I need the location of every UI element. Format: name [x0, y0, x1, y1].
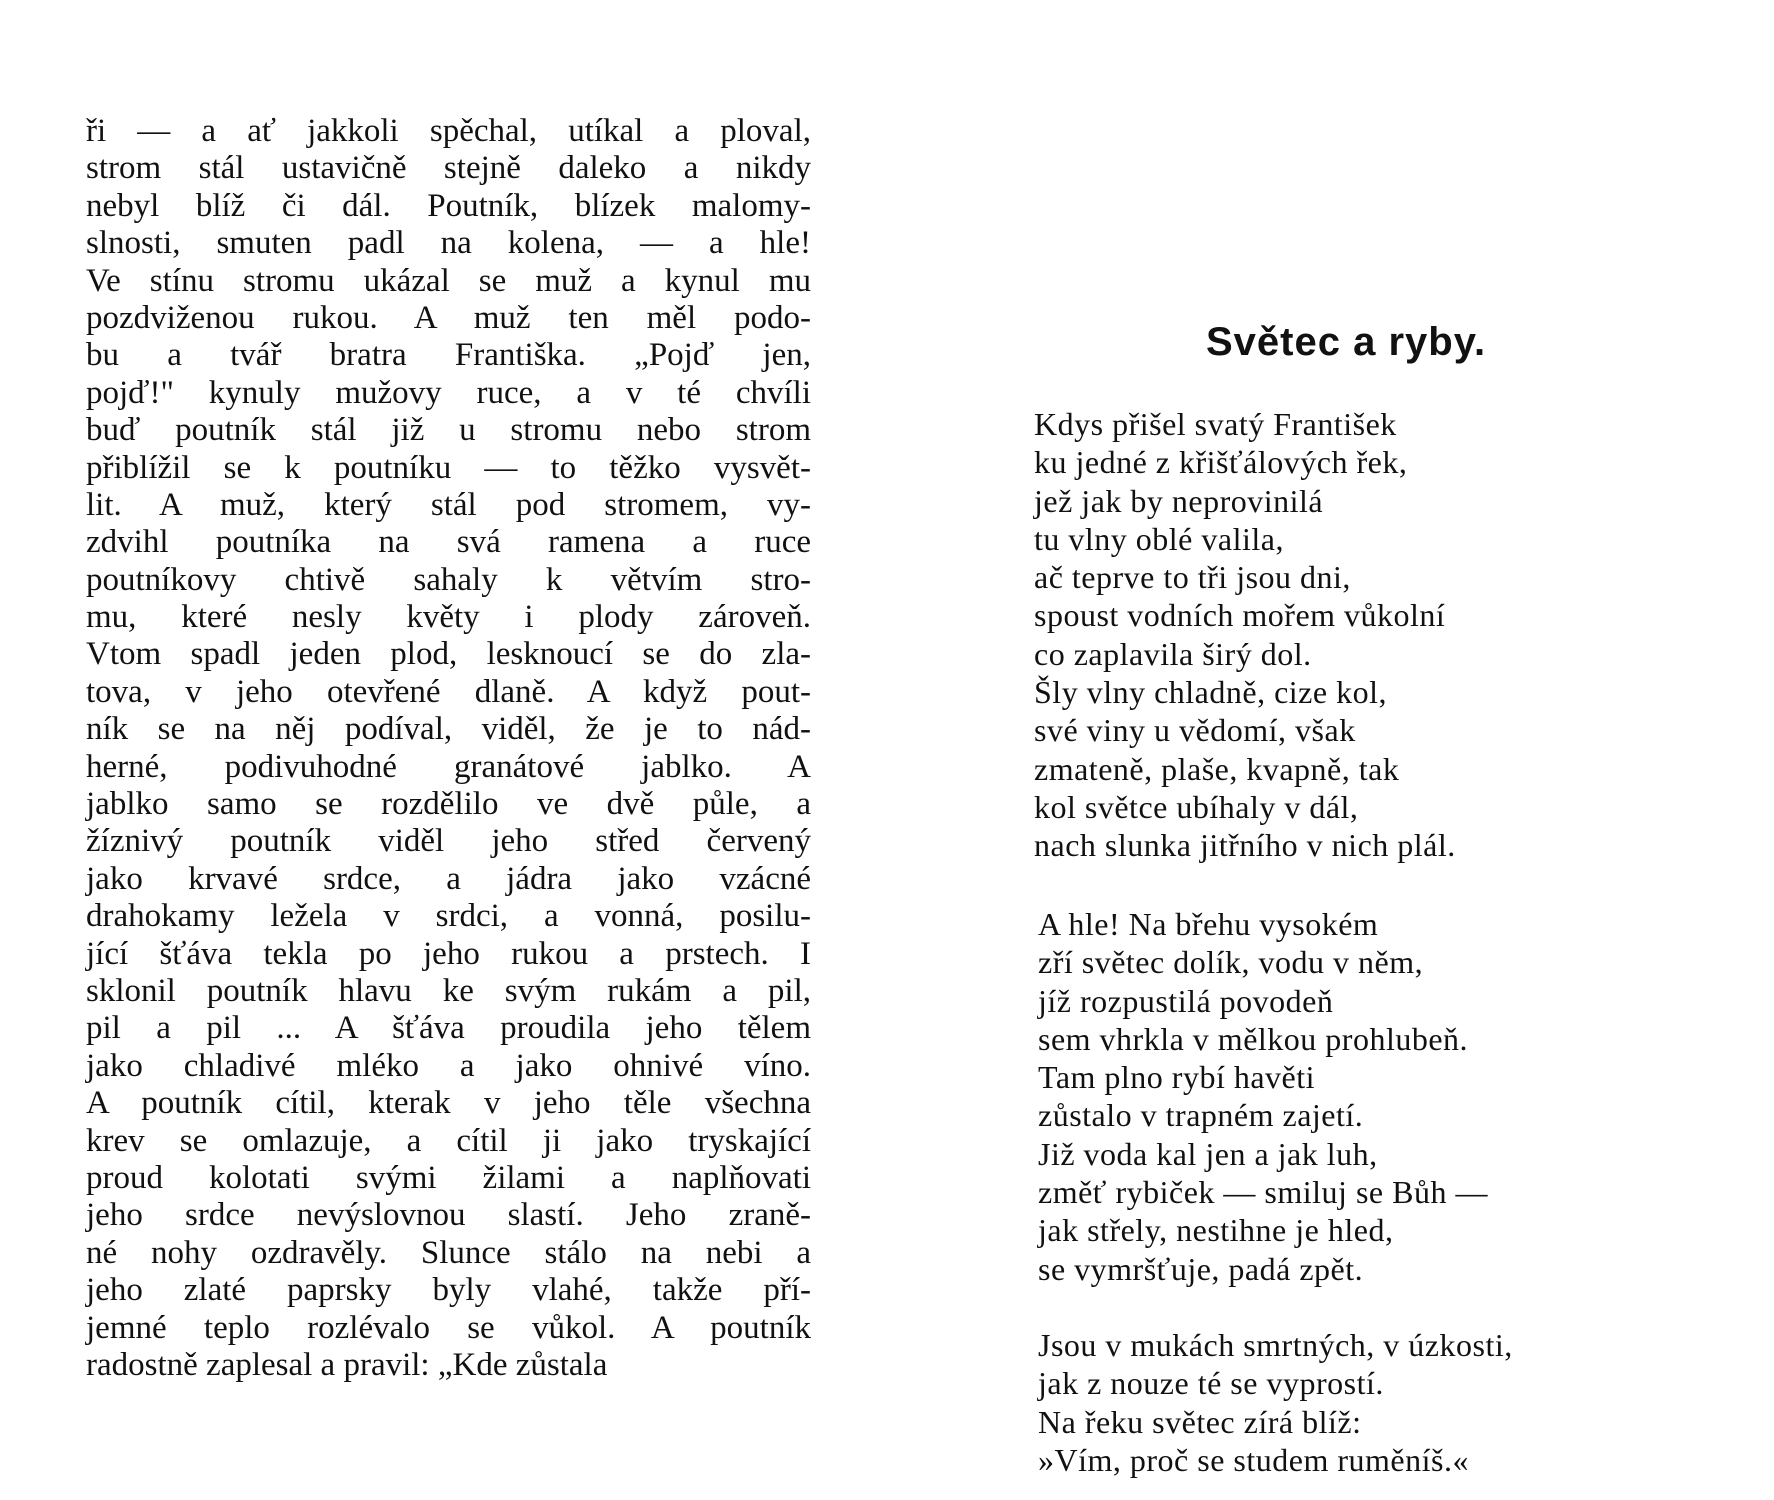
prose-line: mu, které nesly květy i plody zároveň.: [86, 599, 811, 636]
verse-line: jíž rozpustilá povodeň: [1038, 982, 1334, 1019]
verse-line: jak z nouze té se vyprostí.: [1038, 1365, 1384, 1402]
prose-column: [86, 113, 811, 1384]
verse-line: se vymršťuje, padá zpět.: [1038, 1250, 1364, 1287]
prose-line: zdvihl poutníka na svá ramena a ruce: [86, 524, 811, 561]
verse-line: Kdys přišel svatý František: [1034, 406, 1397, 442]
prose-line: né nohy ozdravěly. Slunce stálo na nebi a: [86, 1234, 811, 1271]
verse-line: Tam plno rybí havěti: [1038, 1059, 1316, 1096]
verse-line: sem vhrkla v mělkou prohlubeň.: [1038, 1020, 1469, 1057]
prose-line: jablko samo se rozdělilo ve dvě půle, a: [86, 786, 811, 823]
prose-line: lit. A muž, který stál pod stromem, vy-: [86, 486, 811, 523]
verse-line: Šly vlny chladně, cize kol,: [1034, 674, 1387, 711]
verse-line: kol světce ubíhaly v dál,: [1034, 788, 1359, 825]
verse-line: zří světec dolík, vodu v něm,: [1038, 944, 1424, 981]
prose-line: jako krvavé srdce, a jádra jako vzácné: [86, 860, 811, 897]
prose-line: pojď!" kynuly mužovy ruce, a v té chvíli: [86, 374, 811, 411]
prose-line: jako chladivé mléko a jako ohnivé víno.: [86, 1047, 811, 1084]
prose-line: buď poutník stál již u stromu nebo strom: [86, 412, 811, 449]
prose-line: radostně zaplesal a pravil: „Kde zůstala: [86, 1346, 608, 1383]
verse-line: Již voda kal jen a jak luh,: [1038, 1135, 1378, 1172]
prose-line: herné, podivuhodné granátové jablko. A: [86, 748, 811, 785]
verse-line: Jsou v mukách smrtných, v úzkosti,: [1038, 1327, 1513, 1363]
verse-line: »Vím, proč se studem ruměníš.«: [1038, 1441, 1469, 1478]
verse-line: A hle! Na břehu vysokém: [1038, 906, 1379, 942]
verse-line: tu vlny oblé valila,: [1034, 520, 1284, 557]
verse-line: Na řeku světec zírá blíž:: [1038, 1403, 1362, 1440]
prose-line: ník se na něj podíval, viděl, že je to nád-: [86, 711, 811, 748]
prose-line: Ve stínu stromu ukázal se muž a kynul mu: [86, 262, 811, 299]
verse-line: zmateně, plaše, kvapně, tak: [1034, 750, 1400, 787]
poem-stanza-3: [1038, 1326, 1513, 1479]
poem-title: Světec a ryby.: [1206, 320, 1487, 364]
prose-line: žíznivý poutník viděl jeho střed červený: [86, 823, 811, 860]
poem-stanza-2: [1038, 905, 1488, 1288]
verse-line: změť rybiček — smiluj se Bůh —: [1038, 1174, 1488, 1211]
verse-line: jak střely, nestihne je hled,: [1038, 1212, 1394, 1249]
verse-line: spoust vodních mořem vůkolní: [1034, 597, 1446, 634]
prose-line: jemné teplo rozlévalo se vůkol. A poutník: [86, 1309, 811, 1346]
verse-line: zůstalo v trapném zajetí.: [1038, 1097, 1364, 1134]
verse-line: ač teprve to tři jsou dni,: [1034, 559, 1351, 596]
prose-line: ři — a ať jakkoli spěchal, utíkal a ploval,: [86, 113, 811, 149]
prose-line: drahokamy ležela v srdci, a vonná, posilu-: [86, 898, 811, 935]
verse-line: své viny u vědomí, však: [1034, 712, 1356, 749]
prose-line: poutníkovy chtivě sahaly k větvím stro-: [86, 561, 811, 598]
prose-line: jeho zlaté paprsky byly vlahé, takže pří-: [86, 1272, 811, 1309]
prose-line: proud kolotati svými žilami a naplňovati: [86, 1159, 811, 1196]
prose-line: tova, v jeho otevřené dlaně. A když pout-: [86, 673, 811, 710]
verse-line: co zaplavila širý dol.: [1034, 635, 1312, 672]
prose-line: pil a pil ... A šťáva proudila jeho tělem: [86, 1010, 811, 1047]
prose-line: jeho srdce nevýslovnou slastí. Jeho zraně-: [86, 1197, 811, 1234]
poem-stanza-1: [1034, 405, 1456, 865]
prose-line: přiblížil se k poutníku — to těžko vysvět-: [86, 449, 811, 486]
prose-line: slnosti, smuten padl na kolena, — a hle!: [86, 225, 811, 262]
prose-line: A poutník cítil, kterak v jeho těle všechna: [86, 1085, 811, 1122]
prose-line: Vtom spadl jeden plod, lesknoucí se do zla-: [86, 636, 811, 673]
prose-line: sklonil poutník hlavu ke svým rukám a pil,: [86, 972, 811, 1009]
prose-line: bu a tvář bratra Františka. „Pojď jen,: [86, 337, 811, 374]
prose-line: pozdviženou rukou. A muž ten měl podo-: [86, 299, 811, 336]
prose-line: strom stál ustavičně stejně daleko a nikdy: [86, 150, 811, 187]
verse-line: ku jedné z křišťálových řek,: [1034, 444, 1408, 481]
prose-line: krev se omlazuje, a cítil ji jako tryskající: [86, 1122, 811, 1159]
verse-line: jež jak by neprovinilá: [1034, 482, 1324, 519]
prose-line: nebyl blíž či dál. Poutník, blízek malomy-: [86, 187, 811, 224]
prose-line: jící šťáva tekla po jeho rukou a prstech. I: [86, 935, 811, 972]
verse-line: nach slunka jitřního v nich plál.: [1034, 827, 1456, 864]
